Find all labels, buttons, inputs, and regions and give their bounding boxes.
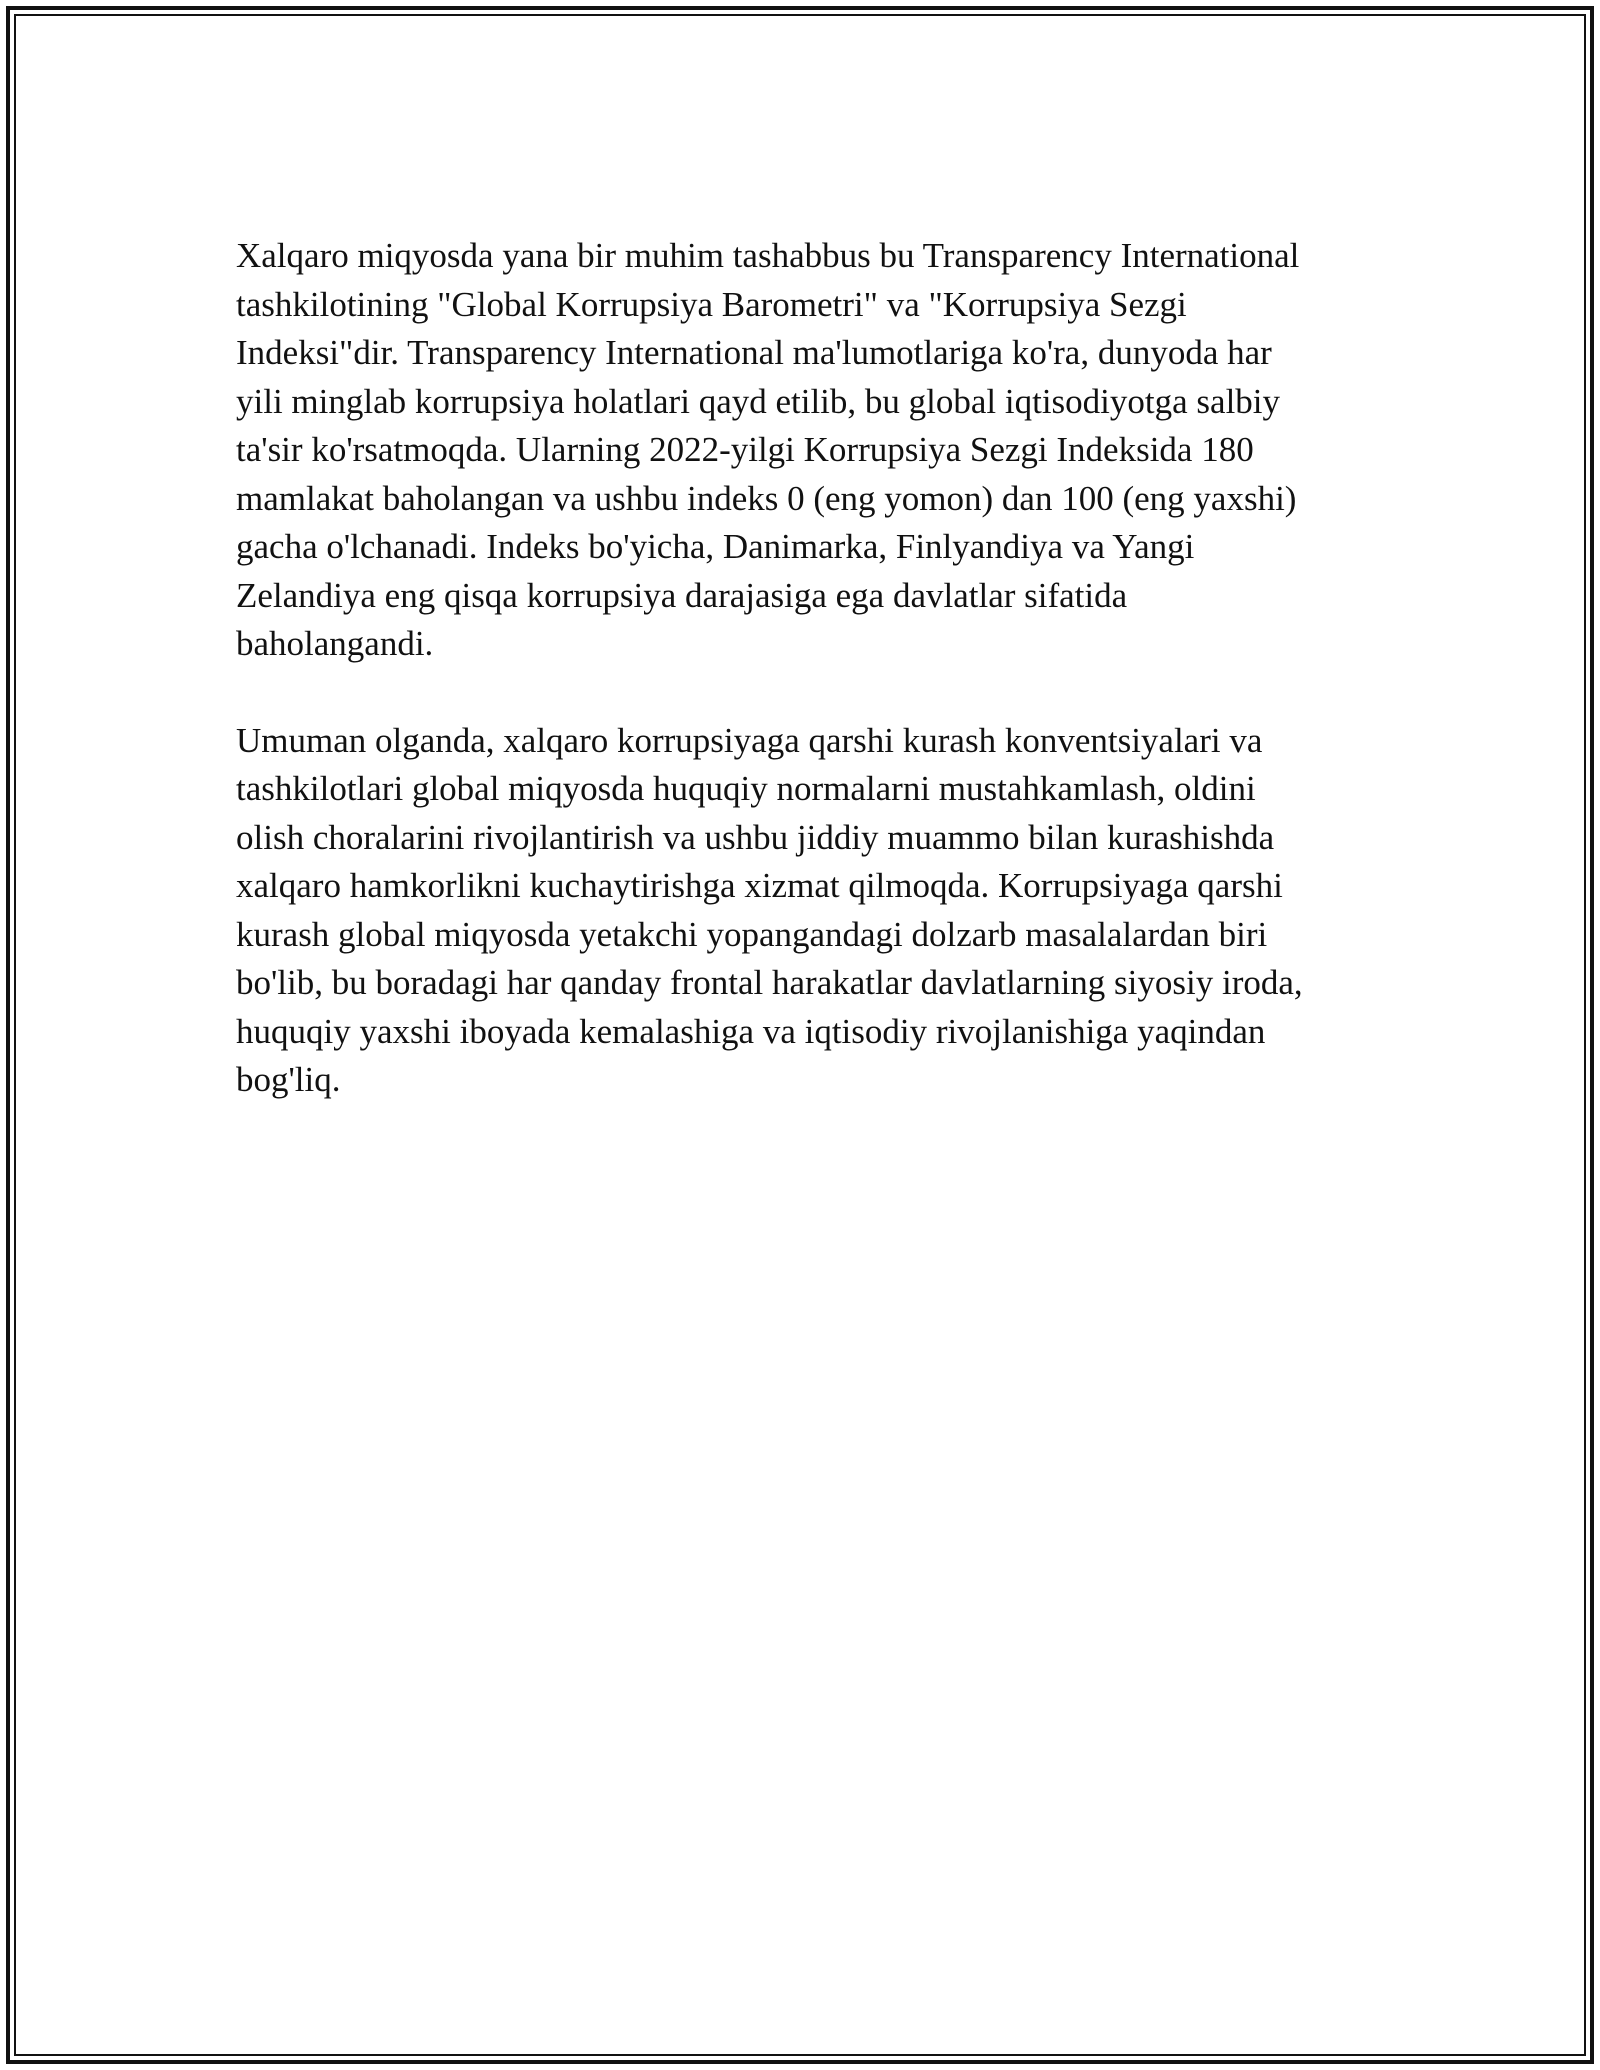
paragraph-conclusion: Umuman olganda, xalqaro korrupsiyaga qarshi kurash konventsiyalari va tashkilotlari global miqyosda huquqiy normalarni mustahkamlash, oldini olish choralarini rivojlantirish va ushbu jiddiy muammo bilan kurashishda xalqaro hamkorlikni kuchaytirishga xizmat qilmoqda. Korrupsiyaga qarshi kurash global miqyosda yetakchi yopangandagi dolzarb masalalardan biri bo'lib, bu boradagi har qanday frontal harakatlar davlatlarning siyosiy iroda, huquqiy yaxshi iboyada kemalashiga va iqtisodiy rivojlanishiga yaqindan bog'liq. (236, 720, 1303, 1099)
document-body (236, 232, 1366, 1105)
paragraph-transparency-international: Xalqaro miqyosda yana bir muhim tashabbus bu Transparency International tashkilotining "Global Korrupsiya Barometri" va "Korrupsiya Sezgi Indeksi"dir. Transparency International ma'lumotlariga ko'ra, dunyoda har yili minglab korrupsiya holatlari qayd etilib, bu global iqtisodiyotga salbiy ta'sir ko'rsatmoqda. Ularning 2022-yilgi Korrupsiya Sezgi Indeksida 180 mamlakat baholangan va ushbu indeks 0 (eng yomon) dan 100 (eng yaxshi) gacha o'lchanadi. Indeks bo'yicha, Danimarka, Finlyandiya va Yangi Zelandiya eng qisqa korrupsiya darajasiga ega davlatlar sifatida baholangandi. (236, 236, 1300, 663)
